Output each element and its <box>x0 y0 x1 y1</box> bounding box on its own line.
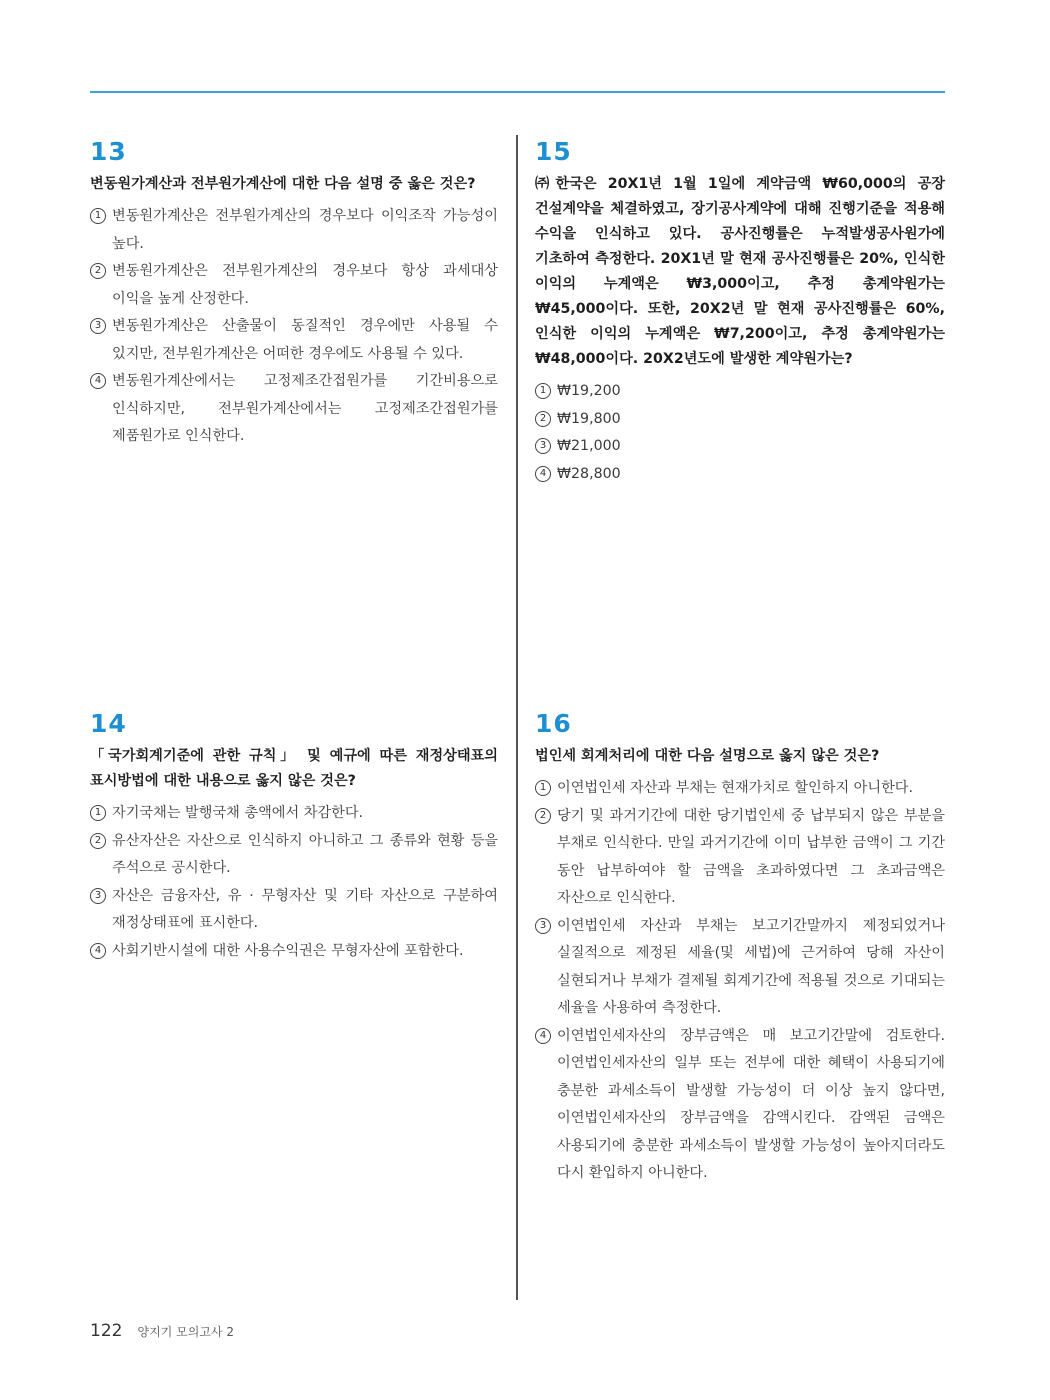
choice-number-circle: 4 <box>90 373 106 389</box>
question-14 <box>90 709 498 965</box>
choice-text: 이연법인세자산의 장부금액은 매 보고기간말에 검토한다. 이연법인세자산의 일부 또는 전부에 대한 혜택이 사용되기에 충분한 과세소득이 발생할 가능성이 더 이상 높지 않다면, 이연법인세자산의 장부금액을 감액시킨다. 감액된 금액은 사용되기에 충분한 과세소득이 발생할 가능성이 높아지더라도 다시 환입하지 아니한다. <box>557 1027 945 1181</box>
question-number: 16 <box>535 709 572 738</box>
question-number: 15 <box>535 137 572 166</box>
question-stem: 법인세 회계처리에 대한 다음 설명으로 옳지 않은 것은? <box>535 748 880 764</box>
choice-item[interactable] <box>90 800 498 828</box>
choice-number-circle: 4 <box>535 1028 551 1044</box>
choice-item[interactable] <box>535 378 945 406</box>
question-stem: ㈜한국은 20X1년 1월 1일에 계약금액 ₩60,000의 공장 건설계약을 체결하였고, 장기공사계약에 대해 진행기준을 적용해 수익을 인식하고 있다. 공사진행률은 누적발생공사원가에 기초하여 측정한다. 20X1년 말 현재 공사진행률은 20%, 인식한 이익의 누계액은 ₩3,000이고, 추정 총계약원가는 ₩45,000이다. 또한, 20X2년 말 현재 공사진행률은 60%, 인식한 이익의 누계액은 ₩7,200이고, 추정 총계약원가는 ₩48,000이다. 20X2년도에 발생한 계약원가는? <box>535 176 945 367</box>
choice-item[interactable] <box>90 368 498 451</box>
choice-text: ₩19,800 <box>557 410 621 427</box>
choice-text: 자산은 금융자산, 유 · 무형자산 및 기타 자산으로 구분하여 재정상태표에 표시한다. <box>112 887 498 931</box>
choice-item[interactable] <box>90 258 498 313</box>
choice-list <box>535 378 945 488</box>
choice-item[interactable] <box>90 313 498 368</box>
choice-text: ₩21,000 <box>557 438 621 454</box>
choice-number-circle: 3 <box>90 318 106 334</box>
choice-number-circle: 4 <box>535 466 551 482</box>
page-footer <box>90 1321 234 1341</box>
choice-text: 변동원가계산은 전부원가계산의 경우보다 이익조작 가능성이 높다. <box>112 208 498 252</box>
column-divider <box>516 135 518 1300</box>
choice-number-circle: 3 <box>535 918 551 934</box>
choice-text: 사회기반시설에 대한 사용수익권은 무형자산에 포함한다. <box>112 942 464 959</box>
choice-item[interactable] <box>535 803 945 913</box>
choice-item[interactable] <box>535 1023 945 1188</box>
choice-text: 이연법인세 자산과 부채는 보고기간말까지 제정되었거나 실질적으로 제정된 세율(및 세법)에 근거하여 당해 자산이 실현되거나 부채가 결제될 회계기간에 적용될 것으로 기대되는 세율을 사용하여 측정한다. <box>557 917 945 1016</box>
choice-number-circle: 1 <box>90 208 106 224</box>
choice-list <box>90 800 498 965</box>
choice-item[interactable] <box>535 406 945 434</box>
question-13 <box>90 137 498 451</box>
choice-text: 유산자산은 자산으로 인식하지 아니하고 그 종류와 현황 등을 주석으로 공시한다. <box>112 832 498 876</box>
choice-number-circle: 3 <box>535 438 551 454</box>
choice-number-circle: 2 <box>535 808 551 824</box>
choice-number-circle: 2 <box>90 263 106 279</box>
choice-item[interactable] <box>535 461 945 489</box>
choice-item[interactable] <box>90 203 498 258</box>
choice-number-circle: 1 <box>535 383 551 399</box>
choice-text: 변동원가계산은 전부원가계산의 경우보다 항상 과세대상 이익을 높게 산정한다. <box>112 263 498 307</box>
choice-item[interactable] <box>90 883 498 938</box>
question-stem: 변동원가계산과 전부원가계산에 대한 다음 설명 중 옳은 것은? <box>90 176 476 192</box>
choice-list <box>535 775 945 1188</box>
choice-text: 이연법인세 자산과 부채는 현재가치로 할인하지 아니한다. <box>557 780 913 796</box>
choice-number-circle: 3 <box>90 888 106 904</box>
choice-text: ₩19,200 <box>557 383 621 399</box>
choice-item[interactable] <box>535 775 945 803</box>
choice-number-circle: 1 <box>535 780 551 796</box>
choice-text: 당기 및 과거기간에 대한 당기법인세 중 납부되지 않은 부분을 부채로 인식한다. 만일 과거기간에 이미 납부한 금액이 그 기간 동안 납부하여야 할 금액을 초과하였다면 그 초과금액은 자산으로 인식한다. <box>557 807 945 906</box>
question-number: 13 <box>90 137 127 166</box>
header-rule <box>90 91 945 93</box>
question-number: 14 <box>90 709 127 738</box>
choice-list <box>90 203 498 451</box>
choice-number-circle: 1 <box>90 805 106 821</box>
choice-number-circle: 2 <box>90 833 106 849</box>
choice-number-circle: 2 <box>535 411 551 427</box>
footer-title: 양지기 모의고사 2 <box>137 1325 234 1339</box>
question-15 <box>535 137 945 488</box>
choice-text: 자기국채는 발행국채 총액에서 차감한다. <box>112 805 364 821</box>
choice-item[interactable] <box>90 938 498 966</box>
question-16 <box>535 709 945 1188</box>
choice-text: 변동원가계산은 산출물이 동질적인 경우에만 사용될 수 있지만, 전부원가계산은 어떠한 경우에도 사용될 수 있다. <box>112 318 498 362</box>
page-number: 122 <box>90 1321 123 1341</box>
choice-text: ₩28,800 <box>557 465 621 482</box>
choice-text: 변동원가계산에서는 고정제조간접원가를 기간비용으로 인식하지만, 전부원가계산에서는 고정제조간접원가를 제품원가로 인식한다. <box>112 373 498 444</box>
choice-item[interactable] <box>535 433 945 461</box>
choice-number-circle: 4 <box>90 943 106 959</box>
choice-item[interactable] <box>535 913 945 1023</box>
question-stem: 「국가회계기준에 관한 규칙」 및 예규에 따른 재정상태표의 표시방법에 대한 내용으로 옳지 않은 것은? <box>90 748 498 789</box>
choice-item[interactable] <box>90 828 498 883</box>
